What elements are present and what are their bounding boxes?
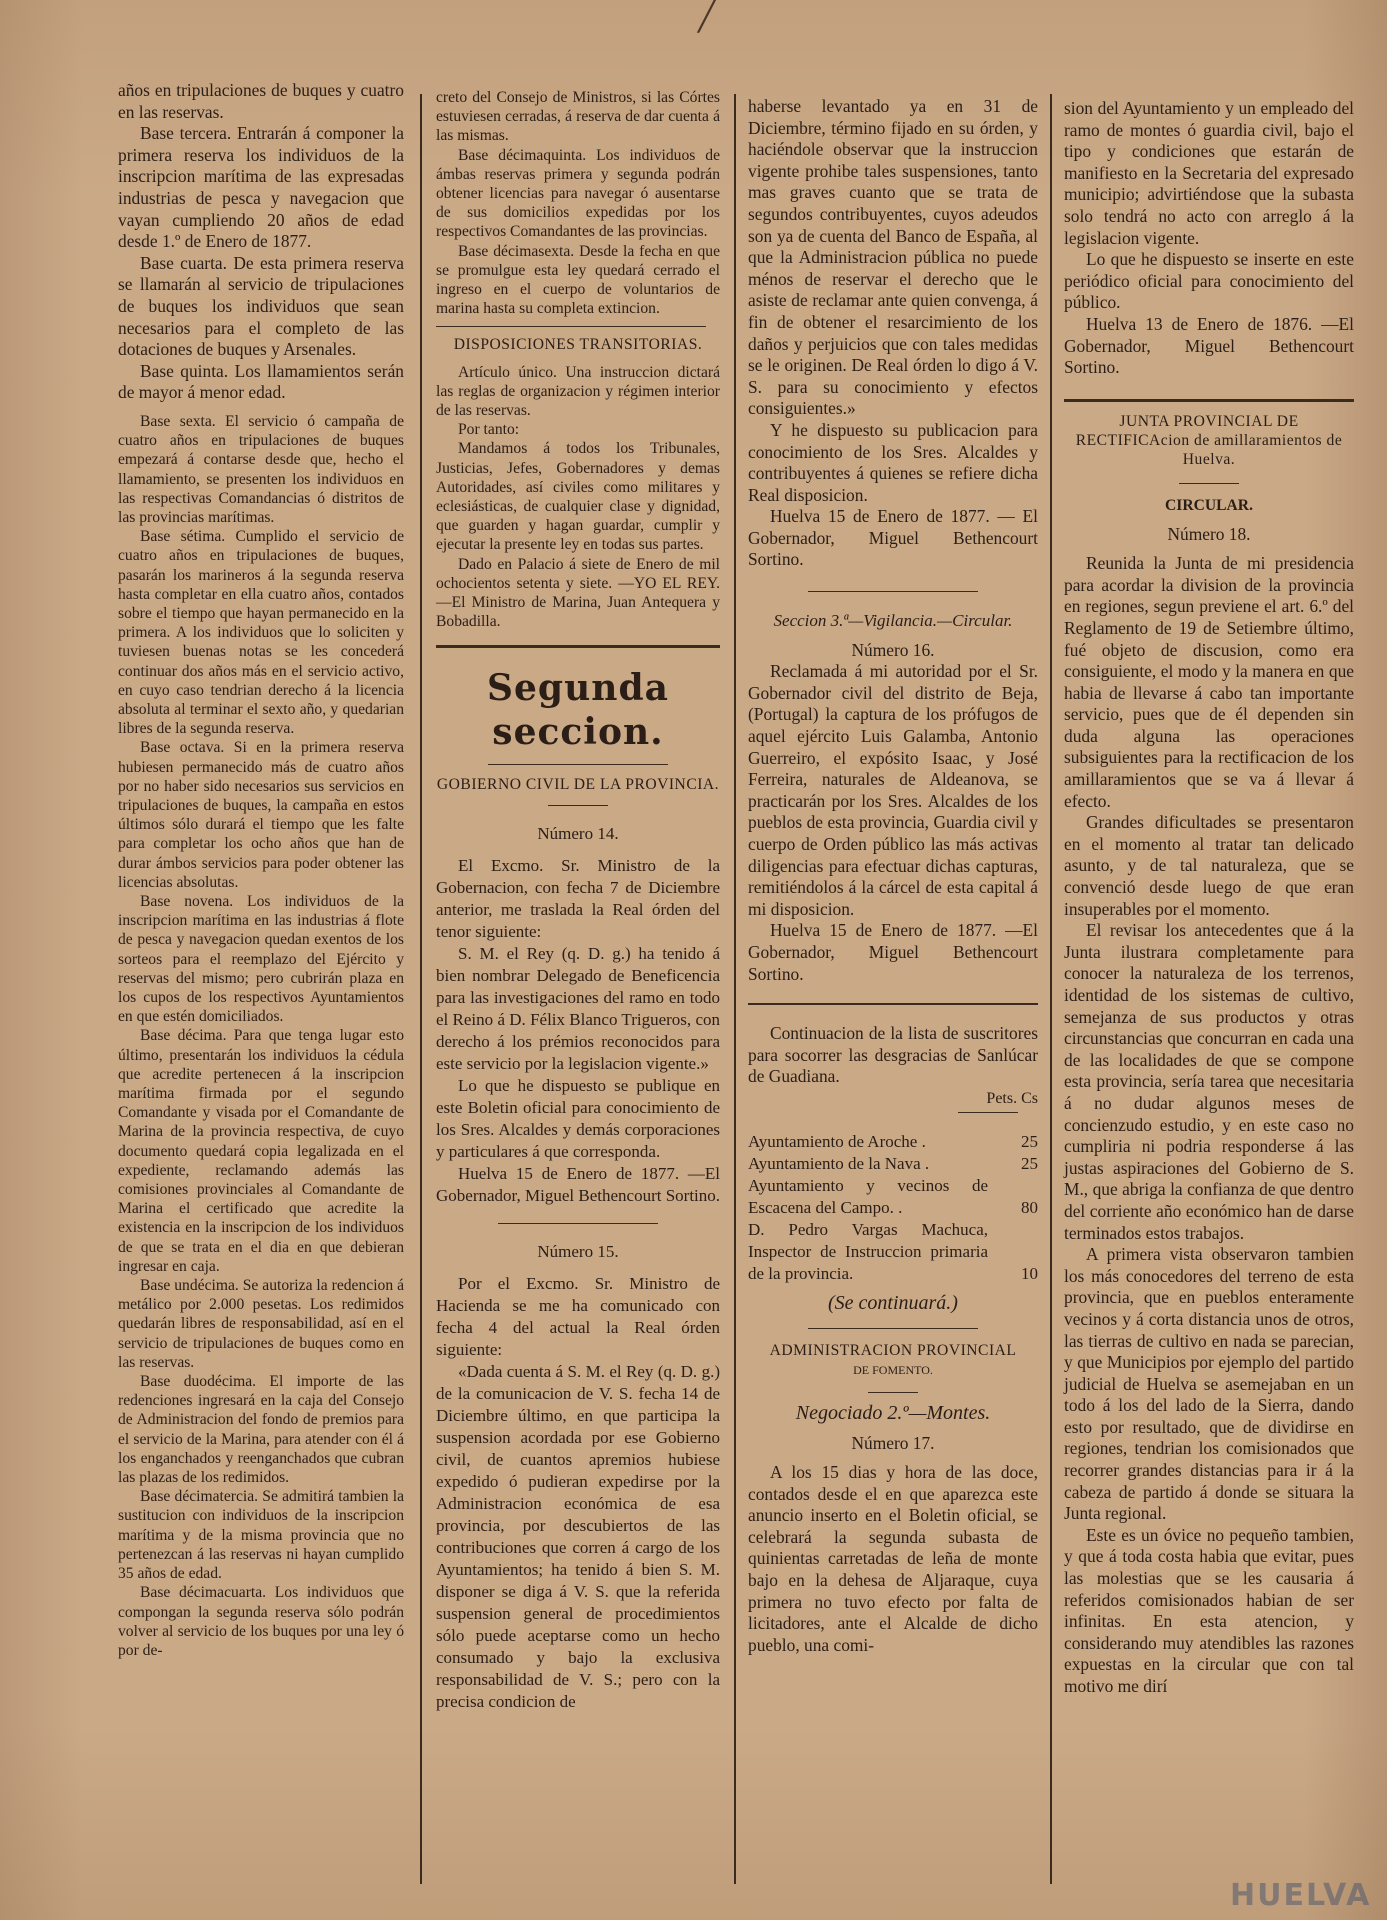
paragraph: A los 15 dias y hora de las doce, contados desde el en que aparezca este anuncio inserto en el Boletin oficial, se celebrará la segunda subasta de quinientas carretadas de leña de monte bajo en la dehesa de Aljaraque, cuya primera no tuvo efecto por falta de licitadores, ante el Alcalde de dicho pueblo, una comi- — [748, 1462, 1038, 1655]
subscriber-row — [748, 1219, 1038, 1285]
column-rule — [420, 94, 422, 1884]
library-watermark: HUELVA — [1230, 1878, 1372, 1913]
paragraph: Dado en Palacio á siete de Enero de mil ochocientos setenta y siete. —YO EL REY.—El Ministro de Marina, Juan Antequera y Bobadilla. — [436, 555, 720, 631]
section-heading: Negociado 2.º—Montes. — [795, 1401, 991, 1424]
section-heading: CIRCULAR. — [1165, 497, 1253, 515]
section-heading: JUNTA PROVINCIAL DE RECTIFICAcion de amillaramientos de Huelva. — [1075, 412, 1343, 469]
divider — [548, 805, 608, 806]
paragraph: Grandes dificultades se presentaron en el momento al tratar tan delicado asunto, y de tal naturaleza, que se convenció desde luego de que eran insuperables por el momento. — [1064, 812, 1354, 919]
paragraph: A primera vista observaron tambien los más conocedores del terreno de esta provincia, que en pueblos enteramente vecinos y á corta distancia unos de otros, las tierras de cultivo en nada se parecian, y que Municipios por ejemplo del partido judicial de Huelva se asemejaban en un todo á los del lado de la Sierra, dando esto por resultado, que de dividirse en regiones, tendrian los comisionados que recorrer grandes distancias para ir á la cabeza de partido á donde se situara la Junta regional. — [1064, 1244, 1354, 1524]
paragraph: Reclamada á mi autoridad por el Sr. Gobernador civil del distrito de Beja, (Portugal) la captura de los prófugos de aquel ejército Luis Galamba, Antonio Guerreiro, el expósito Isaac, y José Ferreira, naturales de Aldeanova, se practicarán por los Sres. Alcaldes de los pueblos de esta provincia, Guardia civil y cuerpo de Orden público las más activas diligencias para efectuar dichas capturas, remitiéndolos á la cárcel de esta capital á mi disposicion. — [748, 661, 1038, 919]
section-heading: ADMINISTRACION PROVINCIAL — [769, 1342, 1017, 1360]
divider — [488, 764, 668, 765]
paragraph: Huelva 15 de Enero de 1877. — El Gobernador, Miguel Bethencourt Sortino. — [748, 506, 1038, 570]
paragraph: Lo que he dispuesto se publique en este Boletin oficial para conocimiento de los Sres. Alcaldes y demás corporaciones y particulares á que corresponda. — [436, 1075, 720, 1161]
subscriber-list — [748, 1131, 1038, 1285]
subscriber-row — [748, 1175, 1038, 1219]
divider — [436, 326, 706, 327]
paragraph: Base octava. Si en la primera reserva hubiesen permanecido más de cuatro años por no haber sido necesarios sus servicios en tripulaciones de buques, la campaña en estos últimos sólo durará el tiempo que les falte para completar los ocho años que han de durar ámbos servicios para poder obtener las licencias absolutas. — [118, 739, 404, 891]
paragraph: Base duodécima. El importe de las redenciones ingresará en la caja del Consejo de Administracion del fondo de premios para el servicio de la Marina, para atender con él á los enganchados y reenganchados que cubran las plazas de los redimidos. — [118, 1373, 404, 1487]
paragraph: Por el Excmo. Sr. Ministro de Hacienda se me ha comunicado con fecha 4 del actual la Real órden siguiente: — [436, 1274, 720, 1360]
subscriber-name: Ayuntamiento de Aroche . — [748, 1131, 926, 1151]
section-subheading: DE FOMENTO. — [853, 1363, 933, 1378]
paragraph: Este es un óvice no pequeño tambien, y que á toda costa habia que evitar, pues las molestias que se les causaria á referidos comisionados habian de ser infinitas. En esta atencion, y considerando muy atendibles las razones expuestas en la circular que con tal motivo me dirí — [1064, 1524, 1354, 1696]
paragraph: haberse levantado ya en 31 de Diciembre, término fijado en su órden, y haciéndole observar que la instruccion vigente prohibe tales suspensiones, tanto mas graves cuanto que se trata de segundos contribuyentes, cuyos adeudos son ya de cuenta del Banco de España, al que la Administracion pública no puede ménos de reservar el derecho que le asiste de reclamar ante quien convenga, á fin de obtener el resarcimiento de los daños y perjuicios que con tales medidas se le originen. De Real órden lo digo á V. S. para su conocimiento y efectos consiguientes.» — [748, 96, 1038, 419]
paragraph: El Excmo. Sr. Ministro de la Gobernacion, con fecha 7 de Diciembre anterior, me traslada la Real órden del tenor siguiente: — [436, 855, 720, 941]
paragraph: Base décimasexta. Desde la fecha en que se promulgue esta ley quedará cerrado el ingreso en el cuerpo de voluntarios de marina hasta su completa extincion. — [436, 242, 720, 318]
pen-mark: ╱ — [698, 2, 715, 33]
paragraph: Base sexta. El servicio ó campaña de cuatro años en tripulaciones de buques empezará á contarse desde que, hecho el llamamiento, se presenten los individuos en las respectivas Comandancias ó distritos de las provincias marítimas. — [118, 412, 404, 526]
section-heading: Seccion 3.ª—Vigilancia.—Circular. — [773, 611, 1013, 631]
paragraph: creto del Consejo de Ministros, si las Córtes estuviesen cerradas, á reserva de dar cuenta á las mismas. — [436, 89, 720, 145]
section-title: Segunda seccion. — [487, 667, 669, 754]
paragraph: Base undécima. Se autoriza la redencion á metálico por 2.000 pesetas. Los redimidos quedarán libres de responsabilidad, así en el servicio de tripulaciones de buques como en las reservas. — [118, 1277, 404, 1371]
subscriber-amount: 25 — [1021, 1131, 1038, 1151]
paragraph: Por tanto: — [458, 421, 520, 439]
divider — [958, 1112, 1018, 1113]
section-heading: GOBIERNO CIVIL DE LA PROVINCIA. — [436, 776, 720, 794]
paragraph: Mandamos á todos los Tribunales, Justicias, Jefes, Gobernadores y demas Autoridades, así civiles como militares y eclesiásticas, de cualquier clase y dignidad, que guarden y hagan guardar, cumplir y ejecutar la presente ley en todas sus partes. — [436, 440, 720, 554]
divider — [498, 1223, 658, 1224]
subscriber-amount: 25 — [1021, 1153, 1038, 1173]
number-heading: Número 16. — [851, 639, 935, 660]
paragraph: Base tercera. Entrarán á componer la primera reserva los individuos de la inscripcion marítima de las expresadas industrias de pesca y navegacion que vayan cumpliendo 20 años de edad desde 1.º de Enero de 1877. — [118, 123, 404, 252]
paragraph: Base décima. Para que tenga lugar esto último, presentarán los individuos la cédula que acredite pertenecen á la inscripcion marítima firmada por el segundo Comandante y visada por el Comandante de Marina de la provincia respectiva, de cuyo documento quedará copia legalizada en el expediente, reclamando además las comisiones provinciales al Comandante de Marina el certificado que acredite la existencia en la inscripcion de los individuos de que se trata en el dia en que debieran ingresar en caja. — [118, 1027, 404, 1275]
divider — [1179, 483, 1239, 484]
column-2 — [436, 88, 720, 1713]
paragraph: años en tripulaciones de buques y cuatro en las reservas. — [118, 80, 404, 122]
paragraph: Reunida la Junta de mi presidencia para acordar la division de la provincia en regiones, segun previene el art. 6.º del Reglamento de 19 de Setiembre último, fué objeto de discusion, como era consiguiente, el modo y la manera en que habia de llevarse á cabo tan importante servicio, pues que de él dependen sin duda alguna las operaciones subsiguientes para la rectificacion de los amillaramientos que se va á llevar á efecto. — [1064, 553, 1354, 811]
paragraph: Base décimacuarta. Los individuos que compongan la segunda reserva sólo podrán volver al servicio de los buques por una ley ó por de- — [118, 1584, 404, 1659]
divider — [436, 645, 720, 648]
paragraph: Y he dispuesto su publicacion para conocimiento de los Sres. Alcaldes y contribuyentes á quienes se refiere dicha Real disposicion. — [748, 419, 1038, 505]
paragraph: Base cuarta. De esta primera reserva se llamarán al servicio de tripulaciones de buques los individuos que sean necesarios para el completo de las dotaciones de buques y Arsenales. — [118, 252, 404, 360]
paragraph: Huelva 13 de Enero de 1876. —El Gobernador, Miguel Bethencourt Sortino. — [1064, 313, 1354, 378]
divider — [1064, 399, 1354, 402]
paragraph: sion del Ayuntamiento y un empleado del ramo de montes ó guardia civil, bajo el tipo y condiciones que estarán de manifiesto en la Secretaria del expresado municipio; advirtiéndose que la subasta solo tendrá no acto con arreglo á la legislacion vigente. — [1064, 98, 1354, 248]
paragraph: Base décimaquinta. Los individuos de ámbas reservas primera y segunda podrán obtener licencias para navegar ó ausentarse de sus domicilios expedidas por los respectivos Comandantes de las provincias. — [436, 146, 720, 241]
divider — [868, 1392, 918, 1393]
column-rule — [734, 94, 736, 1884]
paragraph: S. M. el Rey (q. D. g.) ha tenido á bien nombrar Delegado de Beneficencia para las investigaciones del ramo en todo el Reino á D. Félix Blanco Trigueros, con derecho á los prémios reconocidos para este servicio por la legislacion vigente.» — [436, 943, 720, 1073]
column-3 — [748, 96, 1038, 1656]
number-heading: Número 14. — [537, 823, 619, 843]
subscriber-amount: 10 — [1021, 1263, 1038, 1283]
column-4 — [1064, 98, 1354, 1698]
subscriber-amount: 80 — [1021, 1197, 1038, 1217]
subscriber-name: D. Pedro Vargas Machuca, Inspector de Instruccion primaria de la provincia. — [748, 1219, 988, 1283]
paragraph: «Dada cuenta á S. M. el Rey (q. D. g.) de la comunicacion de V. S. fecha 14 de Diciembre último, en que participa la suspension acordada por ese Gobierno civil, de cuantos apremios hubiese expedido ó pudieran expedirse por la Administracion económica de esa provincia, por descubiertos de las contribuciones que corren á cargo de los Ayuntamientos; ha tenido á bien S. M. disponer se diga á V. S. que la referida suspension general de procedimientos sólo puede aceptarse como un hecho consumado y bajo la exclusiva responsabilidad de V. S.; pero con la precisa condicion de — [436, 1362, 720, 1712]
subscriber-name: Ayuntamiento y vecinos de Escacena del Campo. . — [748, 1175, 988, 1217]
number-heading: Número 15. — [537, 1241, 619, 1261]
currency-header: Pets. Cs — [986, 1089, 1038, 1107]
divider — [808, 1328, 978, 1329]
paragraph: Artículo único. Una instruccion dictará las reglas de organizacion y régimen interior de las reservas. — [436, 363, 720, 420]
column-rule — [1050, 94, 1052, 1884]
paragraph: Base novena. Los individuos de la inscripcion marítima en las industrias á flote de pesca y navegacion quedan exentos de los sorteos para el reemplazo del Ejército y reservas del mismo; pero cubrirán plaza en los cupos de los respectivos Ayuntamientos en que estén domiciliados. — [118, 892, 404, 1026]
paragraph: Lo que he dispuesto se inserte en este periódico oficial para conocimiento del público. — [1064, 249, 1354, 313]
paragraph: Huelva 15 de Enero de 1877. —El Gobernador, Miguel Bethencourt Sortino. — [748, 920, 1038, 984]
list-title: Continuacion de la lista de suscritores para socorrer las desgracias de Sanlúcar de Guadiana. — [748, 1023, 1038, 1087]
number-heading: Número 17. — [851, 1432, 935, 1453]
paragraph: Base décimatercia. Se admitirá tambien la sustitucion con individuos de la inscripcion marítima y de la misma provincia que no pertenezcan á las reservas ni hayan cumplido 35 años de edad. — [118, 1488, 404, 1583]
section-heading: DISPOSICIONES TRANSITORIAS. — [453, 336, 703, 354]
subscriber-name: Ayuntamiento de la Nava . — [748, 1153, 930, 1173]
divider — [748, 1003, 1038, 1005]
continued-note: (Se continuará.) — [828, 1291, 958, 1314]
subscriber-row — [748, 1153, 1038, 1175]
subscriber-row — [748, 1131, 1038, 1153]
number-heading: Número 18. — [1167, 523, 1251, 544]
paragraph: Base sétima. Cumplido el servicio de cuatro años en tripulaciones de buques, pasarán los marineros á la segunda reserva hasta completar en ella cuatro años, contados sobre el tiempo que hayan permanecido en la primera. A los individuos que lo soliciten y tuviesen buenas notas se les concederá continuar dos años más en el servicio activo, en cuyo caso tendrian derecho á la licencia absoluta al terminar el sexto año, y quedarian libres de la segunda reserva. — [118, 528, 404, 738]
divider — [808, 591, 978, 592]
paragraph: Huelva 15 de Enero de 1877. —El Gobernador, Miguel Bethencourt Sortino. — [436, 1163, 721, 1205]
column-1 — [118, 80, 404, 1660]
paragraph: El revisar los antecedentes que á la Junta ilustrara completamente para conocer la naturaleza de los terrenos, identidad de los sistemas de cultivo, semejanza de sus productos y otras circunstancias que concurran en cada una de las localidades de que se compone esta provincia, sería tarea que necesitaria á no dudar algunos meses de concienzudo estudio, y en este caso no cumpliria ni podria responderse á las justas aspiraciones del Gobierno de S. M., que abriga la confianza de que dentro del corriente año económico han de darse terminados estos trabajos. — [1064, 920, 1354, 1243]
paragraph: Base quinta. Los llamamientos serán de mayor á menor edad. — [118, 360, 404, 403]
